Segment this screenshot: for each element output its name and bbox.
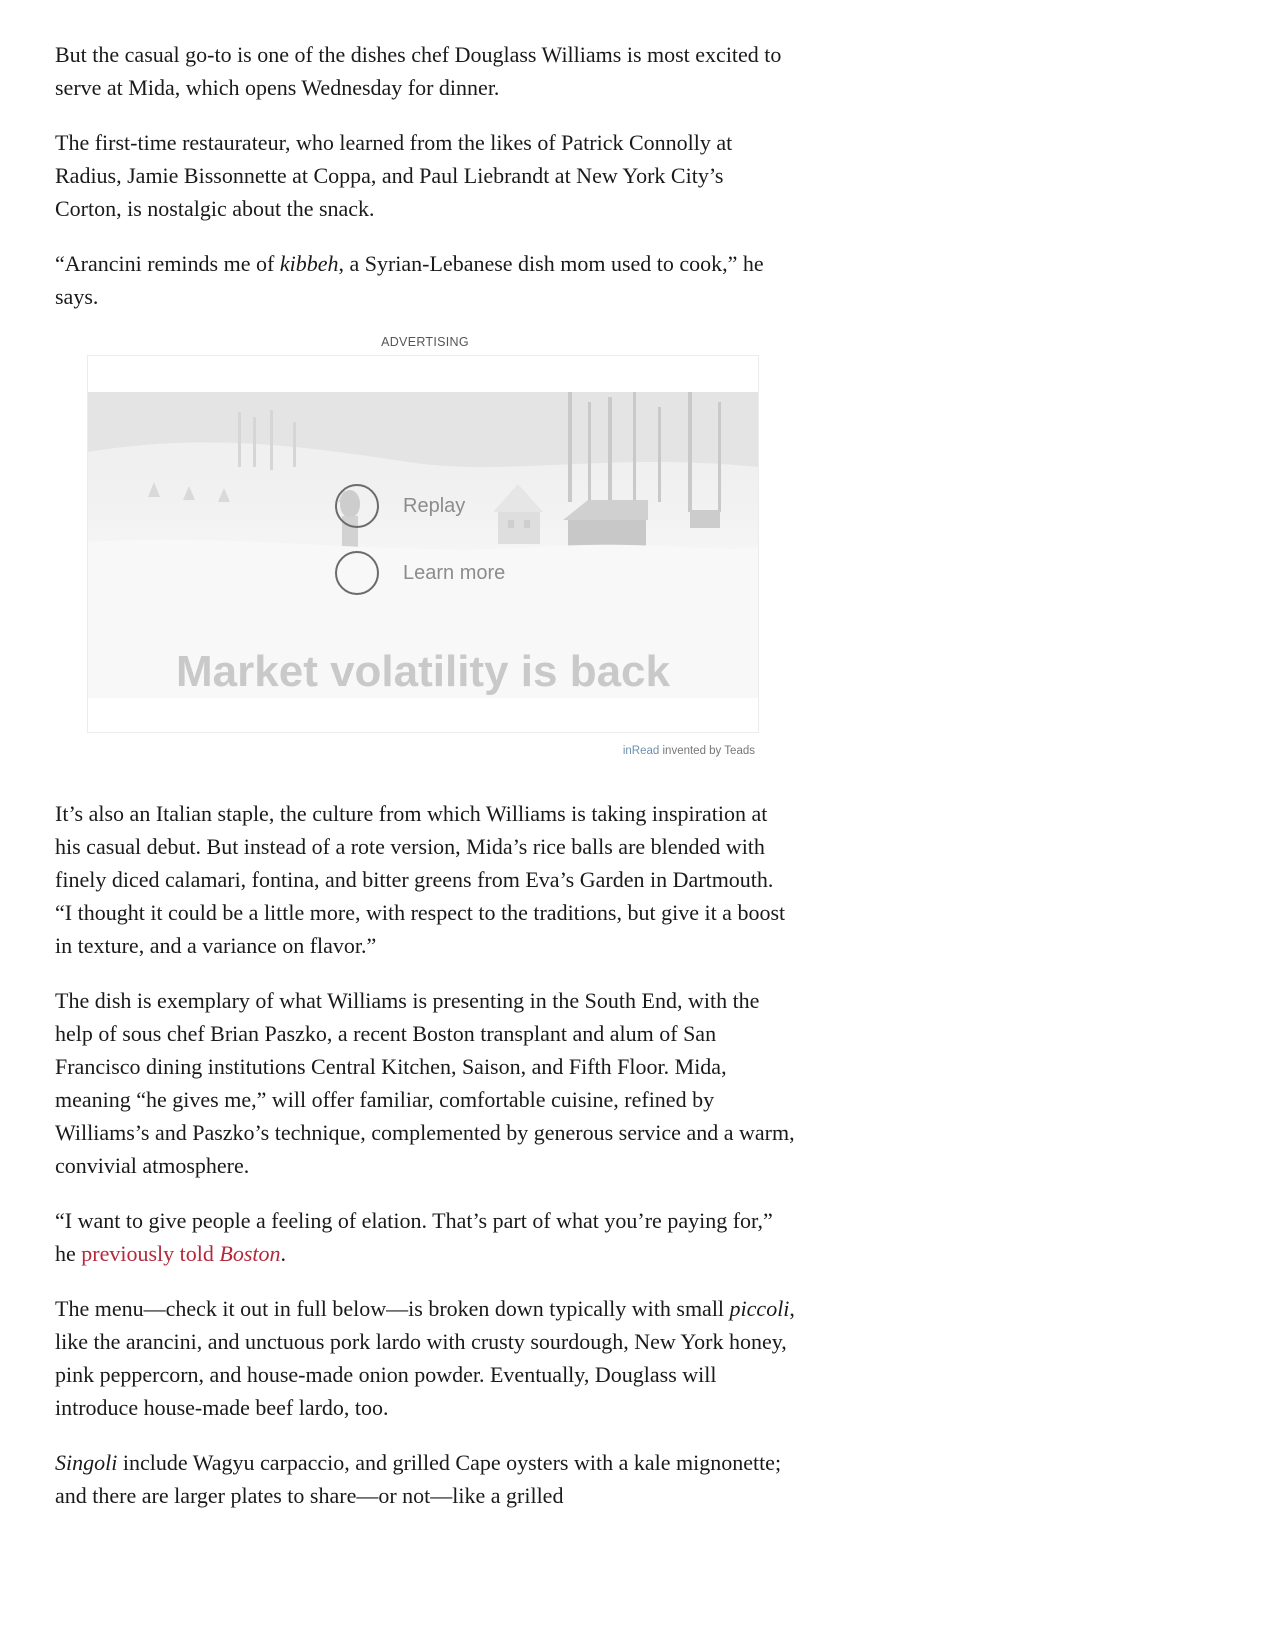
paragraph-1 [55,38,795,104]
learn-more-button[interactable] [335,551,505,595]
paragraph-7 [55,1292,795,1424]
paragraph-8 [55,1446,795,1512]
link-text: previously told [81,1241,220,1266]
replay-button[interactable] [335,484,465,528]
paragraph-3-quote [55,247,795,313]
paragraph-7-text-start: The menu—check it out in full below—is broken down typically with small [55,1296,730,1321]
advertising-label: ADVERTISING [381,335,469,349]
singoli-italic: Singoli [55,1450,118,1475]
paragraph-7-text-end: , like the arancini, and unctuous pork lardo with crusty sourdough, New York honey, pink peppercorn, and house-made onion powder. Eventually, Douglass will introduce house-made beef lardo, too. [55,1296,795,1420]
link-italic-boston: Boston [219,1241,281,1266]
paragraph-6-text: “I want to give people a feeling of elation. That’s part of what you’re paying for,” he [55,1208,773,1266]
paragraph-2 [55,126,795,225]
paragraph-3-text-end: , a Syrian-Lebanese dish mom used to cook,” he says. [55,251,764,309]
paragraph-5 [55,984,795,1182]
paragraph-4 [55,797,795,962]
paragraph-8-text: include Wagyu carpaccio, and grilled Cape oysters with a kale mignonette; and there are larger plates to share—or not—like a grilled [55,1450,782,1508]
paragraph-2-text: The first-time restaurateur, who learned from the likes of Patrick Connolly at Radius, Jamie Bissonnette at Coppa, and Paul Liebrandt at New York City’s Corton, is nostalgic about the snack. [55,130,733,221]
article-body [55,38,795,1534]
piccoli-italic: piccoli [729,1296,790,1321]
advertisement [55,335,795,775]
paragraph-4-text: It’s also an Italian staple, the culture from which Williams is taking inspiration at his casual debut. But instead of a rote version, Mida’s rice balls are blended with finely diced calamari, fontina, and bitter greens from Eva’s Garden in Dartmouth. “I thought it could be a little more, with respect to the traditions, but give it a boost in texture, and a variance on flavor.” [55,801,786,958]
replay-icon [335,484,379,528]
ad-video[interactable] [88,392,758,698]
ad-credit[interactable] [623,745,755,757]
paragraph-6-quote [55,1204,795,1270]
ad-frame [87,355,759,733]
paragraph-1-text: But the casual go-to is one of the dishes chef Douglass Williams is most excited to serve at Mida, which opens Wednesday for dinner. [55,42,782,100]
paragraph-3-text-start: “Arancini reminds me of [55,251,280,276]
paragraph-5-text: The dish is exemplary of what Williams is presenting in the South End, with the help of sous chef Brian Paszko, a recent Boston transplant and alum of San Francisco dining institutions Central Kitchen, Saison, and Fifth Floor. Mida, meaning “he gives me,” will offer familiar, comfortable cuisine, refined by Williams’s and Paszko’s technique, complemented by generous service and a warm, convivial atmosphere. [55,988,795,1178]
ad-credit-brand: inRead [622,745,660,757]
learn-more-icon [335,551,379,595]
ad-credit-text: invented by Teads [659,745,755,757]
kibbeh-italic: kibbeh [279,251,339,276]
learn-more-label: Learn more [403,561,506,584]
previously-told-boston-link[interactable] [81,1241,280,1266]
ad-headline: Market volatility is back [176,647,670,696]
paragraph-6-end: . [280,1241,286,1266]
replay-label: Replay [403,494,466,517]
